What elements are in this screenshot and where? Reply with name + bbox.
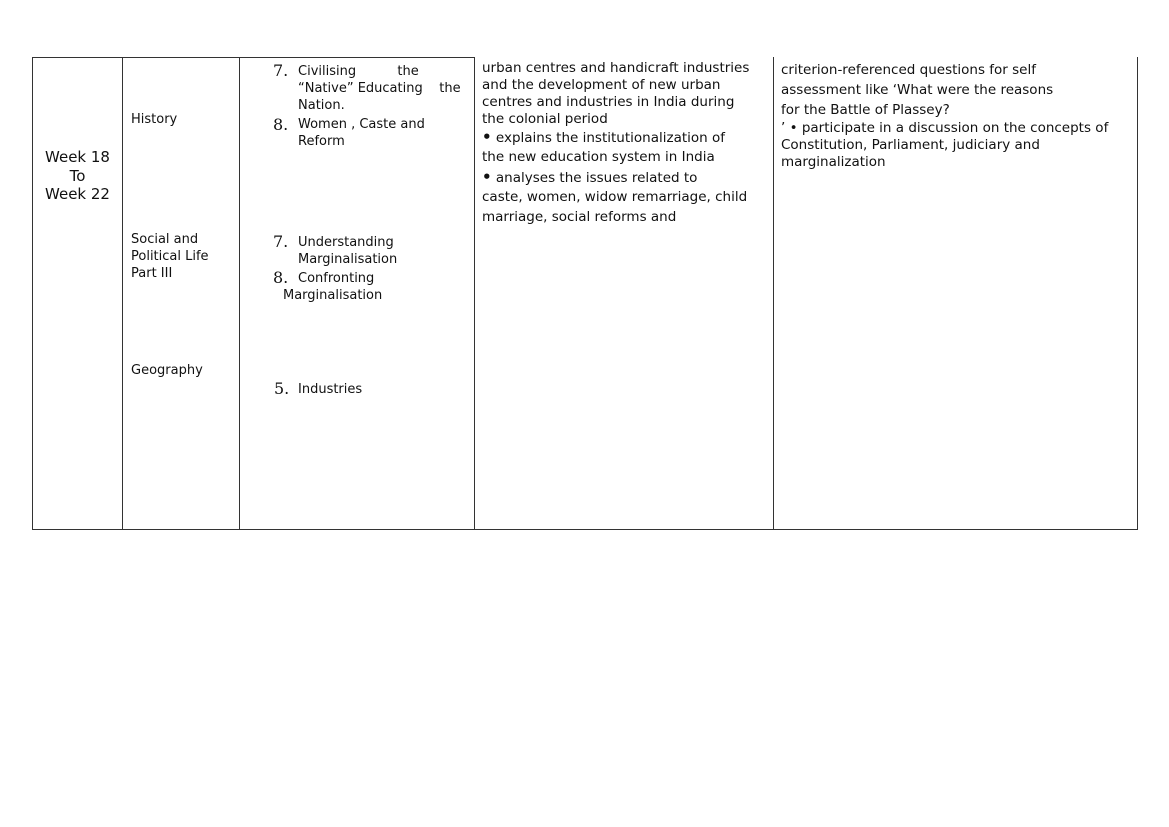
objective-line: marriage, social reforms and [482,209,677,225]
bullet-icon: • [482,168,492,186]
subject-civics-line: Social and [131,232,199,247]
week-cell [33,148,122,204]
objective-bullet-text: explains the institutionalization of [495,130,726,146]
chapter-number: 5. [274,379,290,398]
column-divider [773,57,774,530]
chapter-title-line: Civilising the [298,64,419,79]
chapter-title-line: “Native” Educating the [298,81,461,96]
chapter-number: 7. [273,61,289,80]
objective-line: the new education system in India [482,149,715,165]
subject-civics [131,231,209,282]
table-top-border [32,57,475,58]
chapter-title: Marginalisation [283,288,383,303]
subject-civics-line: Part III [131,266,173,281]
objective-line: centres and industries in India during [482,94,735,110]
activity-line: marginalization [781,154,886,170]
activity-line: criterion-referenced questions for self [781,62,1036,78]
subject-civics-line: Political Life [131,249,209,264]
week-end: Week 22 [45,185,110,203]
week-start: Week 18 [45,148,110,166]
column-divider [239,57,240,530]
chapter-title [298,116,425,150]
week-to: To [69,166,86,185]
chapter-title-line: Marginalisation [298,252,398,267]
column-divider [122,57,123,530]
objective-line: and the development of new urban [482,77,721,93]
chapter-title-line: Reform [298,134,345,149]
chapter-title [298,234,397,268]
objective-line: caste, women, widow remarriage, child [482,189,748,205]
objective-line: the colonial period [482,111,608,127]
activity-line: ’ • participate in a discussion on the concepts of [781,120,1109,136]
chapter-title [298,63,462,114]
activity-line: Constitution, Parliament, judiciary and [781,137,1040,153]
chapter-number: 8. [273,268,289,287]
objective-bullet-text: analyses the issues related to [495,170,698,186]
chapter-title-line: Nation. [298,98,345,113]
subject-history: History [131,112,178,127]
chapter-number: 8. [273,115,289,134]
chapter-title-line: Understanding [298,235,394,250]
chapter-number: 7. [273,232,289,251]
chapter-title-line: Women , Caste and [298,117,425,132]
subject-geography: Geography [131,363,203,378]
chapter-title: Confronting [298,271,375,286]
activity-line: assessment like ‘What were the reasons [781,82,1054,98]
chapter-title: Industries [298,382,363,397]
bullet-icon: • [482,128,492,146]
objective-bullet [482,129,725,147]
objective-line: urban centres and handicraft industries [482,60,750,76]
objective-bullet [482,169,697,187]
column-divider [474,57,475,530]
activity-line: for the Battle of Plassey? [781,102,950,118]
